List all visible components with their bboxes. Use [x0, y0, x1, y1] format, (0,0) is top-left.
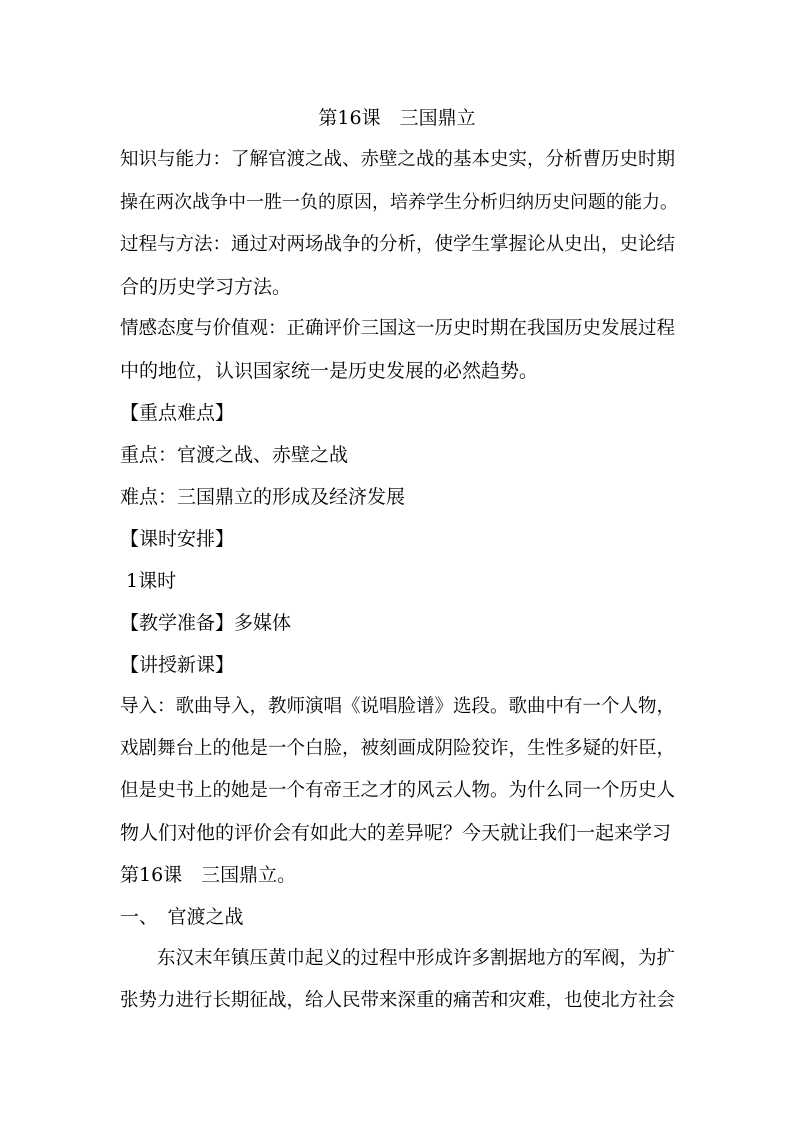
guandu-paragraph-line-2: 张势力进行长期征战，给人民带来深重的痛苦和灾难，也使北方社会: [120, 990, 676, 1011]
intro-line-2: 戏剧舞台上的他是一个白脸，被刻画成阴险狡诈，生性多疑的奸臣，: [120, 738, 676, 759]
objective-attitude-line-1: 情感态度与价值观：正确评价三国这一历史时期在我国历史发展过程: [120, 318, 676, 339]
guandu-paragraph-line-1: 东汉末年镇压黄巾起义的过程中形成许多割据地方的军阀，为扩: [120, 948, 676, 969]
intro-line-5: 第16课 三国鼎立。: [120, 864, 297, 886]
section-heading-preparation: 【教学准备】多媒体: [120, 612, 292, 634]
key-point-line: 重点：官渡之战、赤壁之战: [120, 444, 349, 466]
section-heading-schedule: 【课时安排】: [120, 528, 235, 550]
objective-attitude-line-2: 中的地位，认识国家统一是历史发展的必然趋势。: [120, 360, 539, 382]
section-heading-new-lesson: 【讲授新课】: [120, 654, 235, 676]
difficult-point-line: 难点：三国鼎立的形成及经济发展: [120, 486, 406, 508]
objective-process-line-1: 过程与方法：通过对两场战争的分析，使学生掌握论从史出，史论结: [120, 234, 676, 255]
objective-process-line-2: 合的历史学习方法。: [120, 276, 292, 298]
objective-knowledge-line-2: 操在两次战争中一胜一负的原因，培养学生分析归纳历史问题的能力。: [120, 192, 678, 213]
intro-line-4: 物人们对他的评价会有如此大的差异呢？今天就让我们一起来学习: [120, 822, 672, 844]
schedule-line: 1课时: [120, 570, 177, 592]
intro-line-3: 但是史书上的她是一个有帝王之才的风云人物。为什么同一个历史人: [120, 780, 676, 801]
objective-knowledge-line-1: 知识与能力：了解官渡之战、赤壁之战的基本史实，分析曹历史时期: [120, 149, 676, 170]
intro-line-1: 导入：歌曲导入，教师演唱《说唱脸谱》选段。歌曲中有一个人物，: [120, 696, 676, 717]
section-heading-guandu: 一、 官渡之战: [120, 906, 244, 928]
section-heading-key-points: 【重点难点】: [120, 402, 235, 424]
lesson-title: 第16课 三国鼎立: [318, 107, 476, 129]
